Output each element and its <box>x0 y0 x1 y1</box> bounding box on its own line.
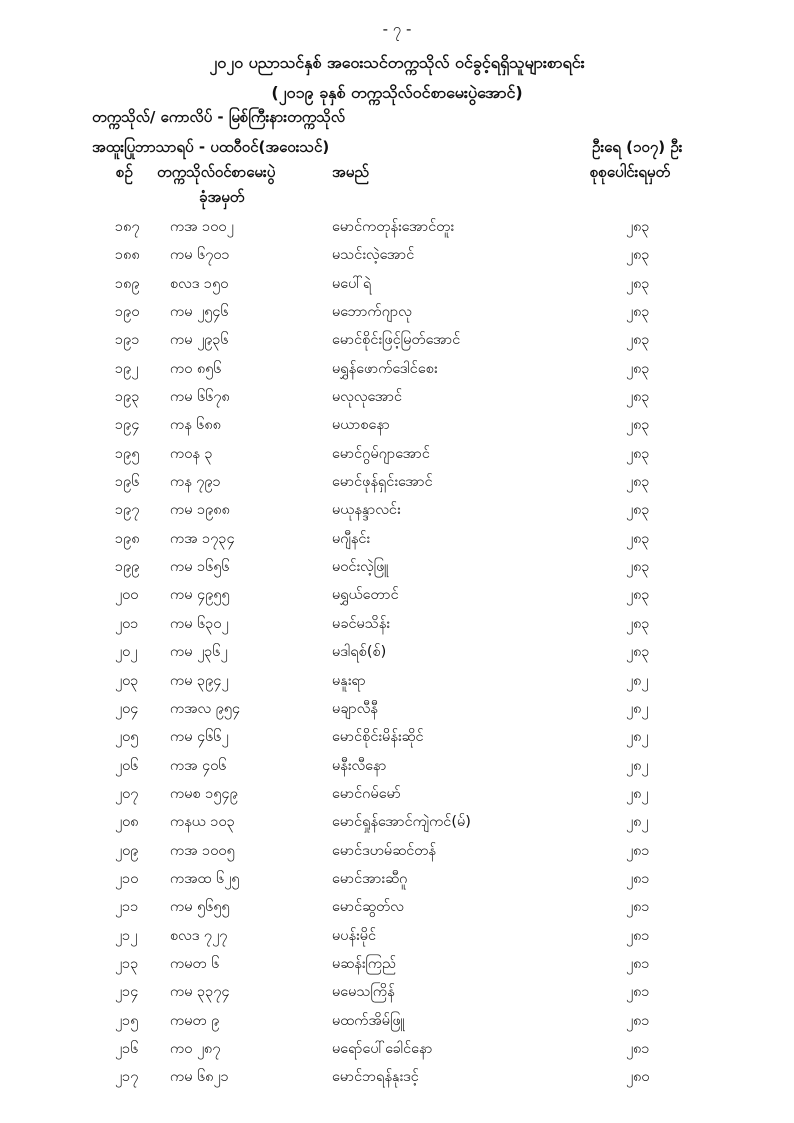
student-name: မောင်ဘရန်နုးဒင့် <box>332 1069 419 1086</box>
roll-number: ကမတ ၉ <box>170 1012 220 1029</box>
total-marks: ၂၈၃ <box>626 332 650 349</box>
student-name: မောင်အားဆီဂူ <box>332 870 408 887</box>
row-number: ၁၉၆ <box>115 474 140 491</box>
roll-number: ကမ ၁၆၅၆ <box>170 559 230 576</box>
quota-line: ဦးရေ (၁၀၇) ဦး <box>592 138 683 156</box>
student-name: မနူးရာ <box>332 672 366 689</box>
student-name: မချာလီနီ <box>332 700 378 717</box>
student-name: မနီးလီနော <box>332 757 387 774</box>
student-name: မဘောက်ဂျာလု <box>332 304 412 321</box>
total-marks: ၂၈၁ <box>626 899 650 916</box>
total-marks: ၂၈၂ <box>626 757 649 774</box>
total-marks: ၂၈၂ <box>626 785 649 802</box>
column-header-roll: တက္ကသိုလ်ဝင်စာမေးပွဲ <box>157 163 276 181</box>
student-name: မသင်းလဲ့အောင် <box>332 247 415 264</box>
table-row <box>0 582 794 610</box>
table-row <box>0 271 794 299</box>
page-number: - ၇ - <box>382 20 412 38</box>
row-number: ၂၁၃ <box>115 955 139 972</box>
total-marks: ၂၈၁ <box>626 984 650 1001</box>
row-number: ၁၈၈ <box>115 247 140 264</box>
student-name: မပေါ်ရဲ <box>332 275 372 292</box>
row-number: ၂၀၂ <box>115 644 138 661</box>
university-line: တက္ကသိုလ်/ ကောလိပ် - မြစ်ကြီးနားတက္ကသိုလ် <box>92 108 345 126</box>
table-row <box>0 809 794 837</box>
total-marks: ၂၈၃ <box>626 445 650 462</box>
row-number: ၂၀၉ <box>115 842 139 859</box>
table-row <box>0 866 794 894</box>
table-row <box>0 1008 794 1036</box>
total-marks: ၂၈၂ <box>626 729 649 746</box>
total-marks: ၂၈၃ <box>626 530 650 547</box>
row-number: ၂၀၃ <box>115 672 139 689</box>
student-name: မောင်ဒဟမ်ဆင်တန် <box>332 842 436 859</box>
table-row <box>0 894 794 922</box>
roll-number: ကမ ၄၆၆၂ <box>170 729 229 746</box>
total-marks: ၂၈၂ <box>626 672 649 689</box>
roll-number: ကမ ၃၃၇၄ <box>170 984 230 1001</box>
total-marks: ၂၈၃ <box>626 360 650 377</box>
row-number: ၂၀၄ <box>115 700 139 717</box>
total-marks: ၂၈၃ <box>626 644 650 661</box>
table-row <box>0 696 794 724</box>
roll-number: စလဒ ၁၅၀ <box>170 275 229 292</box>
student-name: မောင်စိုင်းမိန်းဆိုင် <box>332 729 424 746</box>
student-name: မယုနန္ဒာလင်း <box>332 502 401 519</box>
student-name: မဂျီနင်း <box>332 530 371 547</box>
table-row <box>0 384 794 412</box>
roll-number: ကမ ၆၇၀၁ <box>170 247 230 264</box>
total-marks: ၂၈၃ <box>626 275 650 292</box>
roll-number: စလဒ ၇၂၇ <box>170 927 228 944</box>
roll-number: ကမ ၅၆၅၅ <box>170 899 230 916</box>
table-row <box>0 781 794 809</box>
total-marks: ၂၈၂ <box>626 700 649 717</box>
total-marks: ၂၈၃ <box>626 587 650 604</box>
table-row <box>0 724 794 752</box>
table-row <box>0 668 794 696</box>
row-number: ၂၁၄ <box>115 984 139 1001</box>
column-header-roll-line2: ခုံအမှတ် <box>199 188 245 206</box>
total-marks: ၂၈၃ <box>626 389 650 406</box>
row-number: ၁၈၉ <box>115 275 140 292</box>
student-name: မခင်မသိန်း <box>332 615 390 632</box>
table-row <box>0 356 794 384</box>
row-number: ၂၁၆ <box>115 1040 139 1057</box>
roll-number: ကမ ၆၈၂၁ <box>170 1069 229 1086</box>
document-title: ၂၀၂၀ ပညာသင်နှစ် အဝေးသင်တက္ကသိုလ် ဝင်ခွင့်ရရှိသူများစာရင်း <box>209 53 585 72</box>
column-header-name: အမည် <box>332 163 369 181</box>
row-number: ၂၀၆ <box>115 757 139 774</box>
total-marks: ၂၈၃ <box>626 304 650 321</box>
total-marks: ၂၈၃ <box>626 219 650 235</box>
row-number: ၁၈၇ <box>115 219 140 235</box>
student-name: မောင်ကတုန်းအောင်တူး <box>332 219 455 235</box>
student-name: မောင်ဂမ်မော် <box>332 785 401 802</box>
student-name: မမေသကြိန် <box>332 984 395 1001</box>
total-marks: ၂၈၃ <box>626 247 650 264</box>
student-name: မပန်းမိုင် <box>332 927 377 944</box>
roll-number: ကမ ၆၆၇၈ <box>170 389 230 406</box>
row-number: ၁၉၀ <box>115 304 140 321</box>
table-row <box>0 299 794 327</box>
row-number: ၂၀၈ <box>115 814 139 831</box>
total-marks: ၂၈၃ <box>626 615 650 632</box>
row-number: ၁၉၁ <box>115 332 140 349</box>
roll-number: ကန ၆၈၈ <box>170 417 222 434</box>
row-number: ၁၉၅ <box>115 445 140 462</box>
student-name: မဒါရစ်(စ်) <box>332 644 387 661</box>
total-marks: ၂၈၁ <box>626 1040 650 1057</box>
student-name: မောင်စိုင်းဖြင့်မြတ်အောင် <box>332 332 461 349</box>
row-number: ၁၉၄ <box>115 417 140 434</box>
row-number: ၂၁၅ <box>115 1012 139 1029</box>
row-number: ၂၁၁ <box>115 899 139 916</box>
student-name: မရွှယ်တောင် <box>332 587 399 604</box>
total-marks: ၂၈၁ <box>626 870 650 887</box>
results-table <box>0 214 794 1093</box>
student-name: မရော်ပေါ်ခေါင်နော <box>332 1040 433 1057</box>
table-row <box>0 554 794 582</box>
roll-number: ကမ ၂၉၃၆ <box>170 332 229 349</box>
roll-number: ကဝ ၈၅၆ <box>170 360 222 377</box>
table-row <box>0 1064 794 1092</box>
total-marks: ၂၈၁ <box>626 927 650 944</box>
table-row <box>0 242 794 270</box>
table-row <box>0 838 794 866</box>
total-marks: ၂၈၂ <box>626 814 649 831</box>
table-row <box>0 497 794 525</box>
total-marks: ၂၈၃ <box>626 559 650 576</box>
student-name: မဆန်းကြည် <box>332 955 397 972</box>
table-row <box>0 412 794 440</box>
total-marks: ၂၈၃ <box>626 502 650 519</box>
student-name: မောင်ဂွမ်ဂျာအောင် <box>332 445 430 462</box>
roll-number: ကအ ၁၀၀၂ <box>170 219 234 235</box>
row-number: ၂၀၅ <box>115 729 139 746</box>
roll-number: ကအ ၄၀၆ <box>170 757 227 774</box>
specialization-line: အထူးပြုဘာသာရပ် - ပထဝီဝင်(အဝေးသင်) <box>92 138 330 156</box>
table-row <box>0 951 794 979</box>
row-number: ၁၉၉ <box>115 559 140 576</box>
total-marks: ၂၈၃ <box>626 417 650 434</box>
student-name: မဝင်းလဲ့ဖြူ <box>332 559 389 576</box>
student-name: မောင်ရှုန်အောင်ကျဲကင်(မ်) <box>332 814 471 831</box>
roll-number: ကမ ၄၉၅၅ <box>170 587 230 604</box>
row-number: ၂၁၀ <box>115 870 139 887</box>
table-row <box>0 469 794 497</box>
total-marks: ၂၈၃ <box>626 474 650 491</box>
student-name: မယာစနော <box>332 417 390 434</box>
student-name: မောင်ဖုန်ရှင်းအောင် <box>332 474 433 491</box>
table-row <box>0 1036 794 1064</box>
row-number: ၁၉၃ <box>115 389 140 406</box>
roll-number: ကမတ ၆ <box>170 955 220 972</box>
table-row <box>0 923 794 951</box>
row-number: ၁၉၈ <box>115 530 140 547</box>
roll-number: ကမ ၃၉၄၂ <box>170 672 229 689</box>
total-marks: ၂၈၁ <box>626 1012 650 1029</box>
total-marks: ၂၈၁ <box>626 955 650 972</box>
total-marks: ၂၈၀ <box>626 1069 650 1086</box>
roll-number: ကအ ၁၀၀၅ <box>170 842 235 859</box>
table-row <box>0 753 794 781</box>
row-number: ၂၁၇ <box>115 1069 139 1086</box>
roll-number: ကမ ၁၉၈၈ <box>170 502 230 519</box>
roll-number: ကအထ ၆၂၅ <box>170 870 240 887</box>
student-name: မလုလုအောင် <box>332 389 403 406</box>
roll-number: ကအ ၁၇၃၄ <box>170 530 235 547</box>
total-marks: ၂၈၁ <box>626 842 650 859</box>
roll-number: ကမစ ၁၅၄၉ <box>170 785 238 802</box>
roll-number: ကအလ ၉၅၄ <box>170 700 241 717</box>
table-row <box>0 441 794 469</box>
table-row <box>0 327 794 355</box>
row-number: ၂၀၁ <box>115 615 139 632</box>
document-subtitle: (၂၀၁၉ ခုနှစ် တက္ကသိုလ်ဝင်စာမေးပွဲအောင်) <box>271 83 523 102</box>
row-number: ၂၀၇ <box>115 785 139 802</box>
column-header-no: စဉ် <box>116 163 133 181</box>
student-name: မထက်အိမ်ဖြူ <box>332 1012 405 1029</box>
student-name: မရွှန်ဖောက်ဒေါင်စေး <box>332 360 438 377</box>
roll-number: ကဝ ၂၈၇ <box>170 1040 221 1057</box>
roll-number: ကနယ ၁၀၃ <box>170 814 235 831</box>
table-row <box>0 526 794 554</box>
column-header-marks: စုစုပေါင်းရမှတ် <box>590 163 671 181</box>
student-name: မောင်ဆွတ်လ <box>332 899 404 916</box>
row-number: ၁၉၂ <box>115 360 139 377</box>
row-number: ၂၀၀ <box>115 587 139 604</box>
table-row <box>0 979 794 1007</box>
roll-number: ကန ၇၉၁ <box>170 474 221 491</box>
roll-number: ကမ ၆၃၀၂ <box>170 615 229 632</box>
roll-number: ကဝန ၃ <box>170 445 213 462</box>
row-number: ၂၁၂ <box>115 927 138 944</box>
table-row <box>0 639 794 667</box>
table-row <box>0 214 794 242</box>
roll-number: ကမ ၂၅၄၆ <box>170 304 229 321</box>
roll-number: ကမ ၂၃၆၂ <box>170 644 228 661</box>
row-number: ၁၉၇ <box>115 502 140 519</box>
table-row <box>0 611 794 639</box>
